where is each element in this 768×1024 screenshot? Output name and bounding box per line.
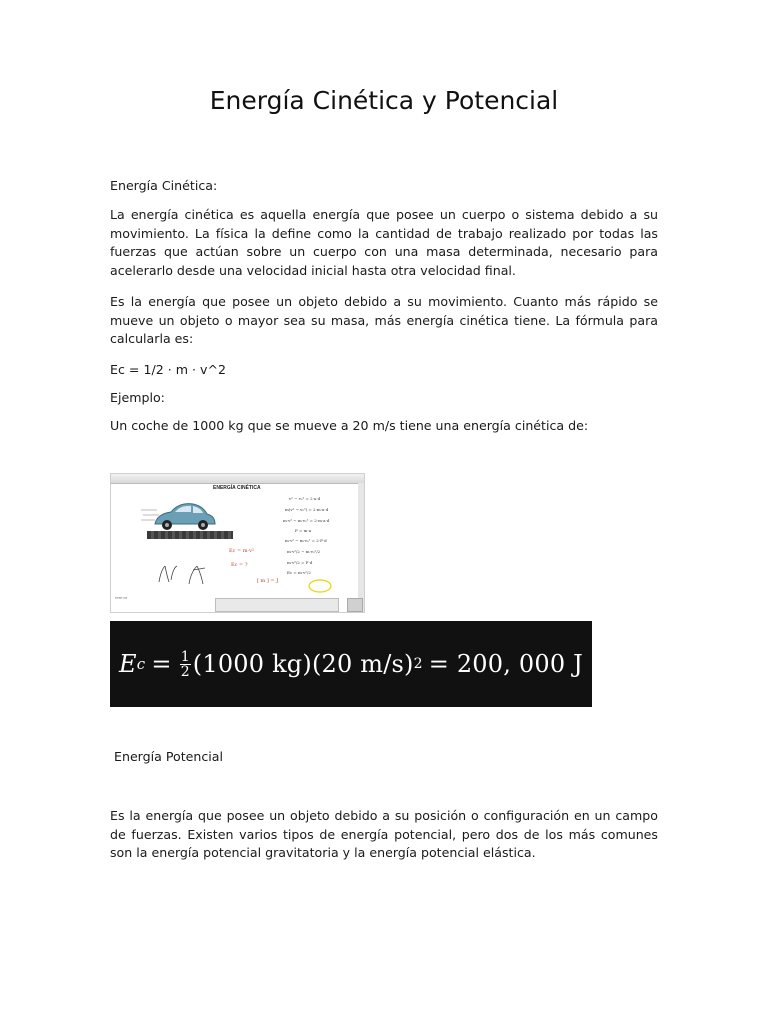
whiteboard-equation-line: Ec = m·v²/2 bbox=[287, 570, 311, 575]
whiteboard-equation-line: m·v²/2 = F·d bbox=[287, 560, 313, 565]
example-text: Un coche de 1000 kg que se mueve a 20 m/s tiene una energía cinética de: bbox=[110, 418, 589, 433]
equation-fraction bbox=[180, 650, 191, 679]
equation-result: = 200, 000 J bbox=[428, 650, 583, 678]
hands-sketch-icon bbox=[155, 562, 211, 586]
whiteboard-equation-line: m·v² − m·v₀² = 2·F·d bbox=[285, 538, 327, 543]
kinetic-formula: Ec = 1/2 · m · v^2 bbox=[110, 362, 227, 377]
equation-text: E c = $\frac{1}{2}$ (1000 kg) (20 m/s) 2 = 200, 000 J bbox=[119, 648, 583, 680]
whiteboard-header: ENERGÍA CINÉTICA bbox=[213, 485, 261, 491]
whiteboard-toolbar bbox=[111, 474, 364, 484]
whiteboard-equation-line: m·v² − m·v₀² = 2·m·a·d bbox=[283, 518, 330, 523]
road-strip bbox=[147, 531, 233, 539]
whiteboard-equation-line: v² − v₀² = 2·a·d bbox=[289, 496, 321, 501]
paragraph-kinetic-definition: La energía cinética es aquella energía que posee un cuerpo o sistema debido a su movimiento. La física la define como la cantidad de trabajo realizado por todas las fuerzas que actúan sobre un cuerpo con una masa determinada, necesario para acelerarlo desde una velocidad inicial hasta otra velocidad final. bbox=[110, 207, 658, 278]
section-heading-kinetic: Energía Cinética: bbox=[110, 178, 218, 193]
whiteboard-scrollbar bbox=[358, 483, 364, 612]
equation-speed: (20 m/s) bbox=[311, 650, 414, 678]
example-label: Ejemplo: bbox=[110, 390, 165, 405]
paragraph-kinetic-description: Es la energía que posee un objeto debido a su movimiento. Cuanto más rápido se mueve un objeto o mayor sea su masa, más energía cinética tiene. La fórmula para calcularla es: bbox=[110, 294, 658, 347]
whiteboard-corner-button bbox=[347, 598, 363, 612]
paragraph-potential-definition: Es la energía que posee un objeto debido a su posición o configuración en un campo de fuerzas. Existen varios tipos de energía potencial, pero dos de los más comunes son la energía potencial gravitatoria y la energía potencial elástica. bbox=[110, 808, 658, 861]
equation-lhs: E bbox=[119, 650, 137, 678]
whiteboard-annotation: [ m ] = J bbox=[257, 578, 279, 584]
whiteboard-tool-palette bbox=[215, 598, 339, 612]
section-heading-potential: Energía Potencial bbox=[114, 749, 224, 764]
fraction-numerator: 1 bbox=[180, 648, 190, 665]
page-title: Energía Cinética y Potencial bbox=[209, 86, 559, 115]
car-icon bbox=[141, 500, 221, 532]
whiteboard-annotation: Ec = ? bbox=[231, 562, 248, 568]
whiteboard-logo: ▪▪▪▪▪▪ ▪▪▪ bbox=[115, 596, 128, 600]
equation-power: 2 bbox=[413, 656, 423, 672]
kinetic-energy-equation-image bbox=[110, 621, 592, 707]
whiteboard-equation-line: m·v²/2 − m·v₀²/2 bbox=[287, 549, 321, 554]
fraction-denominator: 2 bbox=[180, 663, 190, 680]
highlight-circle-icon bbox=[307, 578, 333, 594]
equation-lhs-subscript: c bbox=[136, 655, 146, 673]
equation-mass: (1000 kg) bbox=[192, 650, 312, 678]
whiteboard-annotation: Ec = m·v² bbox=[229, 548, 254, 554]
whiteboard-equation-line: F = m·a bbox=[295, 528, 312, 533]
whiteboard-equation-line: m(v² − v₀²) = 2·m·a·d bbox=[285, 507, 329, 512]
whiteboard-screenshot-image bbox=[110, 473, 365, 613]
